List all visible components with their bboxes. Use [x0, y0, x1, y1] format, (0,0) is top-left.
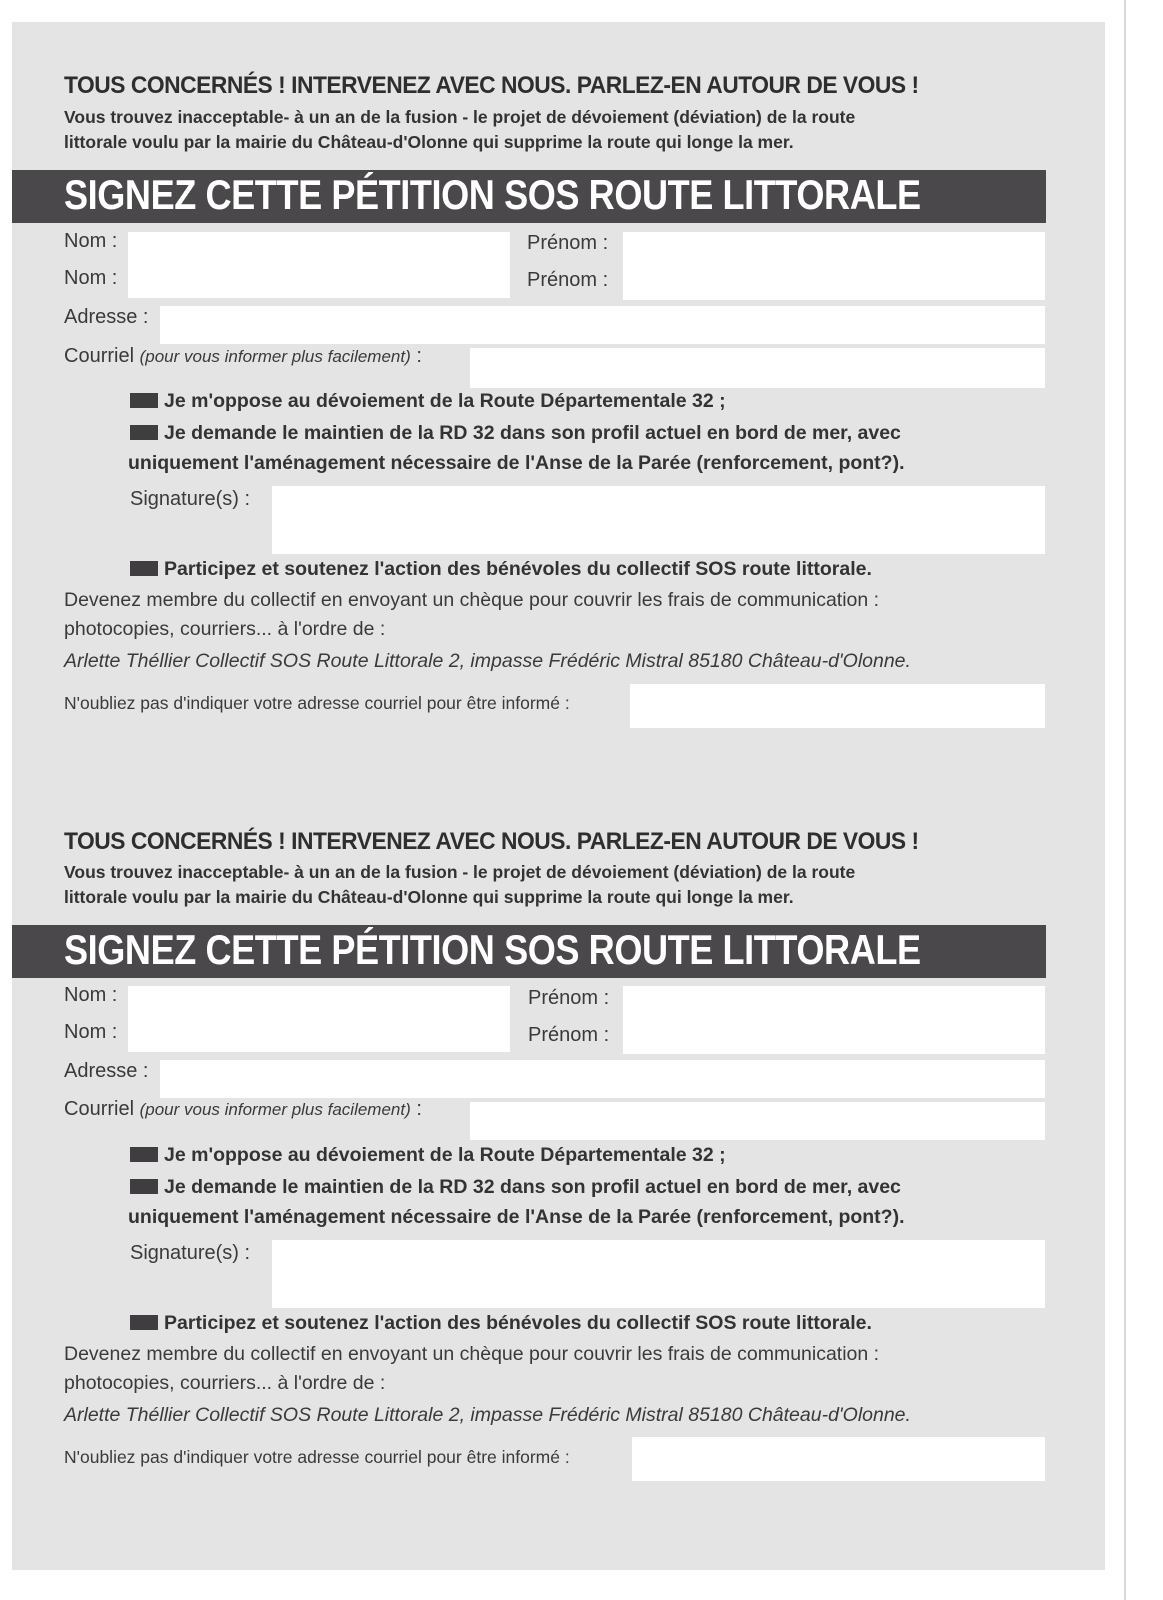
membre-line-2: photocopies, courriers... à l'ordre de :	[64, 618, 386, 640]
signature-field[interactable]	[272, 486, 1045, 554]
participez-statement	[130, 1312, 872, 1335]
prenom-field-1[interactable]	[623, 232, 1045, 268]
checkbox-square[interactable]	[130, 393, 158, 408]
nom-field-2[interactable]	[128, 268, 510, 298]
prenom-field-1[interactable]	[623, 986, 1045, 1022]
checkbox-square[interactable]	[130, 1147, 158, 1162]
nom-label-2: Nom :	[64, 1021, 118, 1043]
signature-field[interactable]	[272, 1240, 1045, 1308]
courriel-hint: (pour vous informer plus facilement)	[139, 347, 411, 366]
oppose-statement	[130, 1144, 726, 1167]
demande-line-1: Je demande le maintien de la RD 32 dans son profil actuel en bord de mer, avec	[164, 422, 901, 444]
nom-label-1: Nom :	[64, 230, 118, 252]
intro-line-2: littorale voulu par la mairie du Château-d'Olonne qui supprime la route qui longe la mer.	[64, 132, 794, 152]
courriel-field[interactable]	[470, 348, 1045, 388]
adresse-field[interactable]	[160, 1060, 1045, 1098]
courriel-label-text: Courriel	[64, 345, 135, 367]
oubliez-email-field[interactable]	[632, 1437, 1045, 1481]
membre-line-1: Devenez membre du collectif en envoyant un chèque pour couvrir les frais de communication :	[64, 589, 880, 611]
banner-title: SIGNEZ CETTE PÉTITION SOS ROUTE LITTORALE	[64, 926, 921, 973]
adresse-field[interactable]	[160, 306, 1045, 344]
nom-field-1[interactable]	[128, 232, 510, 268]
courriel-label	[64, 1098, 422, 1121]
participez-statement	[130, 558, 872, 581]
membre-line-2: photocopies, courriers... à l'ordre de :	[64, 1372, 386, 1394]
prenom-field-2[interactable]	[623, 1022, 1045, 1054]
demande-statement	[130, 1176, 901, 1199]
courriel-colon: :	[416, 1098, 422, 1120]
intro-line-1: Vous trouvez inacceptable- à un an de la fusion - le projet de dévoiement (déviation) de la route	[64, 107, 856, 127]
nom-field-1[interactable]	[128, 986, 510, 1022]
checkbox-square[interactable]	[130, 561, 158, 576]
courriel-label	[64, 345, 422, 368]
signature-label: Signature(s) :	[130, 1242, 251, 1264]
adresse-label: Adresse :	[64, 306, 149, 328]
courriel-field[interactable]	[470, 1102, 1045, 1140]
participez-text: Participez et soutenez l'action des bénévoles du collectif SOS route littorale.	[164, 1312, 872, 1334]
intro-text	[64, 860, 1054, 910]
oppose-statement	[130, 390, 726, 413]
checkbox-square[interactable]	[130, 425, 158, 440]
demande-statement	[130, 422, 901, 445]
oubliez-label: N'oubliez pas d'indiquer votre adresse courriel pour être informé :	[64, 693, 570, 713]
participez-text: Participez et soutenez l'action des bénévoles du collectif SOS route littorale.	[164, 558, 872, 580]
intro-text	[64, 105, 1054, 155]
headline: TOUS CONCERNÉS ! INTERVENEZ AVEC NOUS. PARLEZ-EN AUTOUR DE VOUS !	[64, 72, 919, 99]
demande-line-2: uniquement l'aménagement nécessaire de l'Anse de la Parée (renforcement, pont?).	[128, 1206, 905, 1228]
membre-line-1: Devenez membre du collectif en envoyant un chèque pour couvrir les frais de communication :	[64, 1343, 880, 1365]
oubliez-email-field[interactable]	[630, 684, 1045, 728]
petition-banner	[12, 170, 1046, 223]
intro-line-2: littorale voulu par la mairie du Château-d'Olonne qui supprime la route qui longe la mer.	[64, 887, 794, 907]
demande-line-1: Je demande le maintien de la RD 32 dans son profil actuel en bord de mer, avec	[164, 1176, 901, 1198]
signature-label: Signature(s) :	[130, 488, 251, 510]
courriel-colon: :	[416, 345, 422, 367]
adresse-label: Adresse :	[64, 1060, 149, 1082]
prenom-label-2: Prénom :	[528, 1024, 610, 1046]
banner-title: SIGNEZ CETTE PÉTITION SOS ROUTE LITTORALE	[64, 171, 921, 218]
nom-label-1: Nom :	[64, 984, 118, 1006]
nom-field-2[interactable]	[128, 1022, 510, 1052]
nom-label-2: Nom :	[64, 267, 118, 289]
petition-sheet	[12, 22, 1105, 1570]
demande-line-2: uniquement l'aménagement nécessaire de l'Anse de la Parée (renforcement, pont?).	[128, 452, 905, 474]
courriel-label-text: Courriel	[64, 1098, 135, 1120]
checkbox-square[interactable]	[130, 1315, 158, 1330]
collectif-address: Arlette Théllier Collectif SOS Route Littorale 2, impasse Frédéric Mistral 85180 Château-d'Olonne.	[64, 650, 911, 672]
prenom-label-2: Prénom :	[527, 269, 609, 291]
prenom-label-1: Prénom :	[528, 987, 610, 1009]
petition-banner	[12, 925, 1046, 978]
intro-line-1: Vous trouvez inacceptable- à un an de la fusion - le projet de dévoiement (déviation) de la route	[64, 862, 856, 882]
collectif-address: Arlette Théllier Collectif SOS Route Littorale 2, impasse Frédéric Mistral 85180 Château-d'Olonne.	[64, 1404, 911, 1426]
oppose-text: Je m'oppose au dévoiement de la Route Départementale 32 ;	[164, 1144, 726, 1166]
checkbox-square[interactable]	[130, 1179, 158, 1194]
courriel-hint: (pour vous informer plus facilement)	[139, 1100, 411, 1119]
oubliez-label: N'oubliez pas d'indiquer votre adresse courriel pour être informé :	[64, 1447, 570, 1467]
oppose-text: Je m'oppose au dévoiement de la Route Départementale 32 ;	[164, 390, 726, 412]
prenom-field-2[interactable]	[623, 268, 1045, 300]
page-edge-line	[1124, 0, 1126, 1600]
headline: TOUS CONCERNÉS ! INTERVENEZ AVEC NOUS. PARLEZ-EN AUTOUR DE VOUS !	[64, 828, 919, 855]
prenom-label-1: Prénom :	[527, 232, 609, 254]
